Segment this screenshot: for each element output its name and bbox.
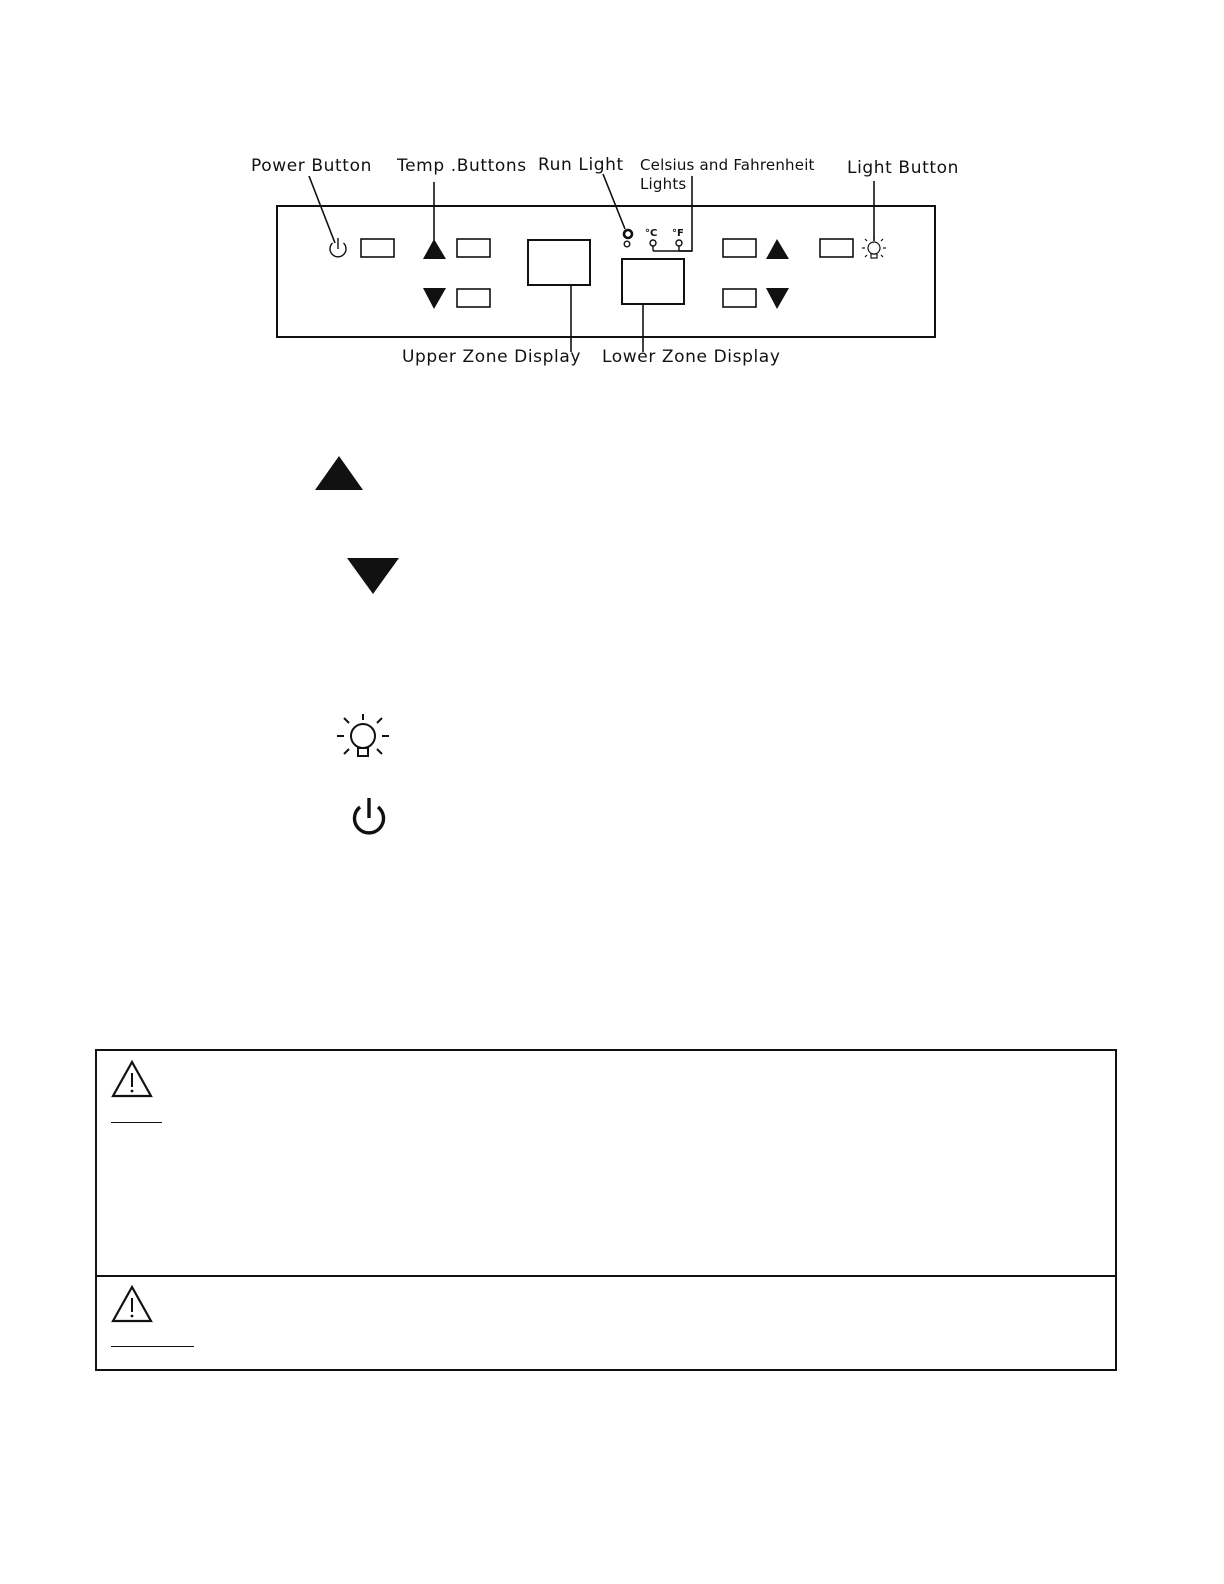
down-triangle-icon xyxy=(346,557,400,595)
panel-drawing xyxy=(0,0,1224,420)
lower-zone-display-label: Lower Zone Display xyxy=(602,347,781,367)
warning-triangle-icon xyxy=(111,1060,153,1098)
run-light-label: Run Light xyxy=(538,155,624,175)
celsius-fahrenheit-label-line1: Celsius and Fahrenheit xyxy=(640,156,815,174)
power-button-label: Power Button xyxy=(251,156,372,176)
panel-lower-down-arrow xyxy=(766,288,789,309)
callout-leader-lines xyxy=(309,174,874,352)
light-bulb-icon xyxy=(336,713,390,761)
warning-section-divider xyxy=(97,1275,1115,1277)
panel-lower-zone-display xyxy=(622,259,684,304)
power-icon xyxy=(349,796,389,836)
light-button-label: Light Button xyxy=(847,158,959,178)
panel-power-icon xyxy=(330,238,346,257)
up-triangle-icon xyxy=(314,455,364,491)
panel-fahrenheit-light xyxy=(676,240,682,251)
panel-fahrenheit-mark: °F xyxy=(672,228,684,239)
panel-lower-up-arrow xyxy=(766,239,789,259)
upper-zone-display-label: Upper Zone Display xyxy=(402,347,582,367)
caution-heading-underline xyxy=(111,1346,194,1347)
panel-run-light xyxy=(624,230,632,247)
power-button-leader xyxy=(309,176,335,243)
panel-celsius-mark: °C xyxy=(645,228,658,239)
panel-upper-up-key xyxy=(457,239,490,257)
celsius-fahrenheit-label-line2: Lights xyxy=(640,175,687,193)
panel-upper-down-key xyxy=(457,289,490,307)
panel-upper-zone-display xyxy=(528,240,590,285)
panel-lower-up-key xyxy=(723,239,756,257)
panel-lower-down-key xyxy=(723,289,756,307)
temp-buttons-label: Temp .Buttons xyxy=(397,156,527,176)
panel-power-key xyxy=(361,239,394,257)
panel-upper-up-arrow xyxy=(423,239,446,259)
warning-box xyxy=(95,1049,1117,1371)
celsius-fahrenheit-leader xyxy=(653,176,692,251)
warning-triangle-icon xyxy=(111,1285,153,1323)
panel-celsius-light xyxy=(650,240,656,251)
panel-light-key xyxy=(820,239,853,257)
warning-heading-underline xyxy=(111,1122,162,1123)
run-light-leader xyxy=(603,174,625,229)
panel-upper-down-arrow xyxy=(423,288,446,309)
panel-outline xyxy=(277,206,935,337)
